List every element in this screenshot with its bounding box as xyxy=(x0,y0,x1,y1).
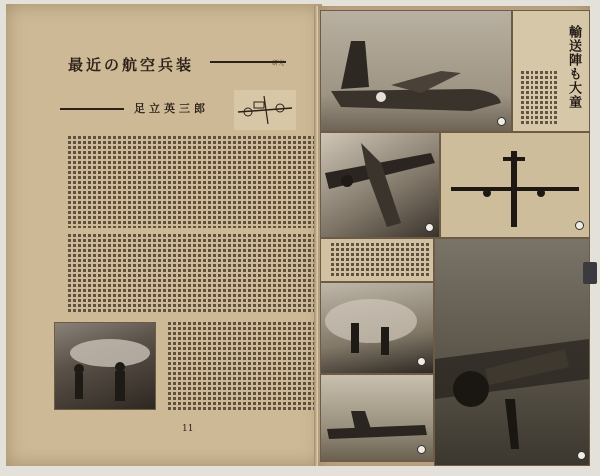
photo-transport-plane-1 xyxy=(320,10,512,132)
crew-aircraft-illustration xyxy=(55,323,155,409)
photo-caption-strip xyxy=(320,238,434,282)
photo-transport-plane-2 xyxy=(320,374,434,462)
title-rule-caption: 研究 xyxy=(272,60,285,67)
photo-plane-silhouette xyxy=(440,132,590,238)
article-photo-crew xyxy=(54,322,156,410)
photo-badge-2 xyxy=(425,223,434,232)
article-body-middle xyxy=(58,234,316,314)
right-page xyxy=(318,6,590,466)
article-body-bottom xyxy=(158,322,316,410)
page-number: 11 xyxy=(182,424,194,434)
left-page xyxy=(6,4,322,466)
article-author: 足立英三郎 xyxy=(134,102,209,115)
aircraft-diagram-icon xyxy=(234,90,296,130)
photo-crew-loading xyxy=(320,282,434,374)
photo-aircraft-landscape xyxy=(434,238,590,466)
photo-badge-6 xyxy=(417,445,426,454)
photo-feature-headline-box xyxy=(512,10,590,132)
caption-strip-text xyxy=(325,243,429,277)
binder-clip xyxy=(583,262,597,284)
photo-badge-4 xyxy=(577,451,586,460)
photo-badge-3 xyxy=(575,221,584,230)
article-title: 最近の航空兵装 xyxy=(68,56,195,74)
feature-headline: 輸送陣も大童 xyxy=(566,25,581,109)
byline-rule xyxy=(60,108,124,110)
photo-badge-1 xyxy=(497,117,506,126)
feature-caption-text xyxy=(521,71,557,125)
photo-bomber-closeup xyxy=(320,132,440,238)
photo-badge-5 xyxy=(417,357,426,366)
article-body-top xyxy=(58,136,316,228)
